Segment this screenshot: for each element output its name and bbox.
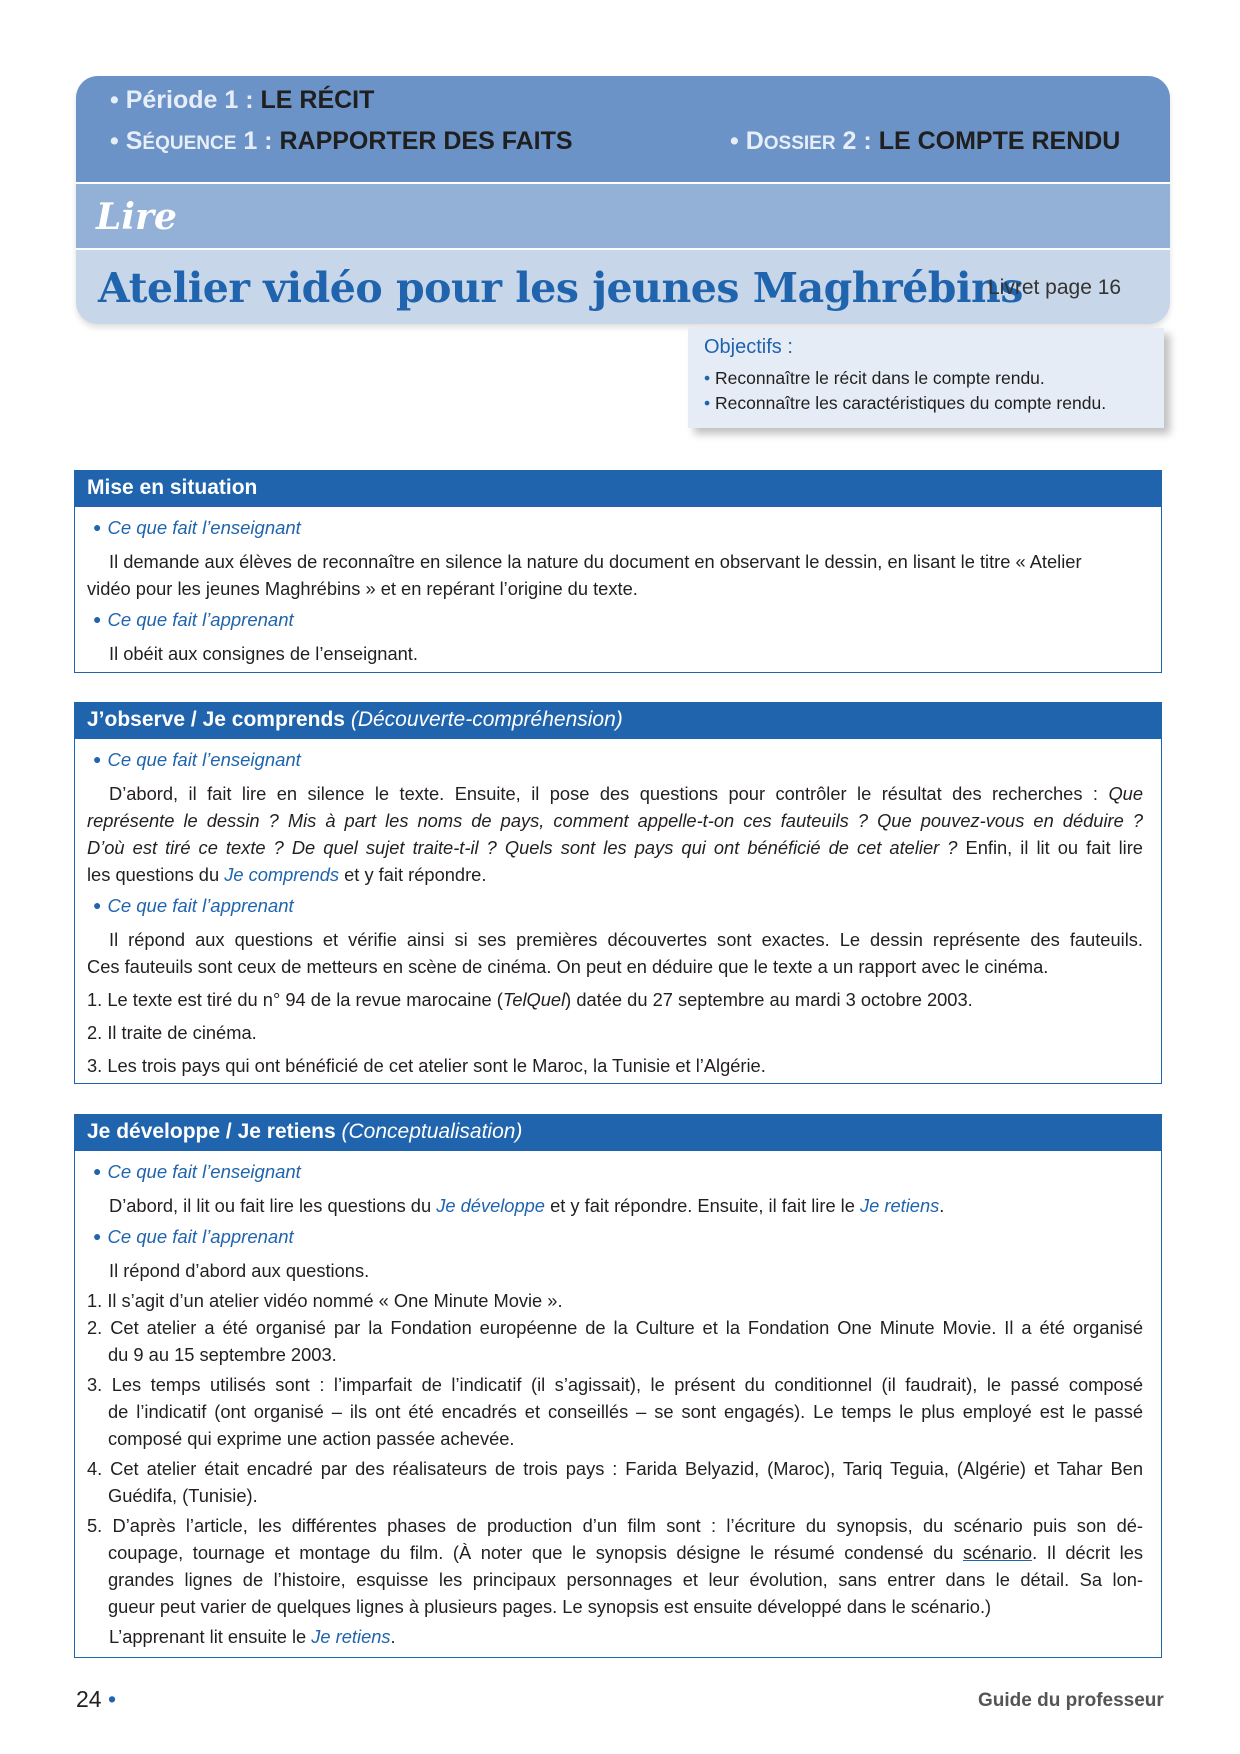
answer-item: Guédifa, (Tunisie). xyxy=(108,1485,258,1506)
paragraph-line: représente le dessin ? Mis à part les noms de pays, comment appelle-t-on ces fauteuils ? Que pouvez-vous en déduire ? xyxy=(87,810,1143,831)
sequence-number: 1 : xyxy=(243,127,273,155)
section-mise-en-situation xyxy=(74,470,1162,673)
paragraph-line: vidéo pour les jeunes Maghrébins » et en repérant l’origine du texte. xyxy=(87,578,638,599)
paragraph-line: D’abord, il fait lire en silence le texte. Ensuite, il pose des questions pour contrôler le résultat des recherches : Que xyxy=(109,783,1143,804)
answer-item: gueur peut varier de quelques lignes à plusieurs pages. Le synopsis est ensuite développé dans le scénario.) xyxy=(108,1596,992,1617)
je-retiens-link[interactable]: Je retiens xyxy=(860,1195,940,1216)
page-title: Atelier vidéo pour les jeunes Maghrébins xyxy=(98,264,1023,312)
answer-item: du 9 au 15 septembre 2003. xyxy=(108,1344,337,1365)
subheading-apprenant: ● Ce que fait l’apprenant xyxy=(93,895,294,916)
subheading-enseignant: ● Ce que fait l’enseignant xyxy=(93,517,301,538)
footer-guide-label: Guide du professeur xyxy=(978,1690,1164,1711)
subheading-enseignant: ● Ce que fait l’enseignant xyxy=(93,749,301,770)
sequence-label-initial: S xyxy=(125,127,143,155)
objectifs-box xyxy=(688,328,1164,428)
paragraph-line: les questions du Je comprends et y fait répondre. xyxy=(87,864,487,885)
bullet: • xyxy=(730,127,739,155)
periode-label: Période 1 : xyxy=(125,86,254,114)
objectifs-title: Objectifs : xyxy=(704,336,793,358)
bullet: ● xyxy=(93,611,102,627)
paragraph-line: Il obéit aux consignes de l’enseignant. xyxy=(109,643,418,664)
paragraph-line: Il demande aux élèves de reconnaître en silence la nature du document en observant le dessin, en lisant le titre « Atelier xyxy=(109,551,1082,572)
paragraph-line: L’apprenant lit ensuite le Je retiens. xyxy=(109,1626,396,1647)
dossier-label-initial: D xyxy=(745,127,764,155)
periode-value: LE RÉCIT xyxy=(260,86,375,114)
bullet: • xyxy=(110,86,119,114)
answer-item: 4. Cet atelier était encadré par des réalisateurs de trois pays : Farida Belyazid, (Maroc), Tariq Teguia, (Algérie) et Tahar Ben xyxy=(87,1458,1143,1479)
periode-line xyxy=(110,86,374,115)
answer-item: 3. Les temps utilisés sont : l’imparfait de l’indicatif (il s’agissait), le présent du conditionnel (il faudrait), le passé composé xyxy=(87,1374,1143,1395)
objectif-item: • Reconnaître les caractéristiques du compte rendu. xyxy=(704,393,1107,413)
subheading-apprenant: ● Ce que fait l’apprenant xyxy=(93,609,294,630)
section-developpe-retiens xyxy=(74,1114,1162,1658)
objectif-item: • Reconnaître le récit dans le compte rendu. xyxy=(704,368,1045,388)
section-label: Lire xyxy=(96,196,177,238)
je-retiens-link[interactable]: Je retiens xyxy=(311,1626,391,1647)
dossier-label-rest: OSSIER xyxy=(763,133,836,154)
bullet: • xyxy=(110,127,119,155)
section-header: Je développe / Je retiens (Conceptualisation) xyxy=(75,1115,1161,1151)
sequence-label-rest: ÉQUENCE xyxy=(142,133,237,154)
answer-item: de l’indicatif (ont organisé – ils ont été encadrés et conseillés – se sont engagés). Le temps le plus employé est le passé xyxy=(108,1401,1143,1422)
page-number: 24 • xyxy=(76,1686,117,1712)
bullet: • xyxy=(704,368,711,388)
answer-item: 1. Il s’agit d’un atelier vidéo nommé « One Minute Movie ». xyxy=(87,1290,563,1311)
bullet: ● xyxy=(93,751,102,767)
bullet: • xyxy=(704,393,711,413)
header-band-middle xyxy=(76,184,1170,248)
bullet: • xyxy=(107,1686,117,1712)
scenario-link[interactable]: scénario xyxy=(962,1542,1033,1563)
paragraph-line: D’abord, il lit ou fait lire les questions du Je développe et y fait répondre. Ensuite, il fait lire le Je retiens. xyxy=(109,1195,945,1216)
dossier-value: LE COMPTE RENDU xyxy=(878,127,1121,155)
answer-item: 2. Cet atelier a été organisé par la Fondation européenne de la Culture et la Fondation One Minute Movie. Il a été organisé xyxy=(87,1317,1143,1338)
bullet: ● xyxy=(93,519,102,535)
je-developpe-link[interactable]: Je développe xyxy=(436,1195,545,1216)
answer-item: grandes lignes de l’histoire, esquisse les principaux personnages et leur évolution, sans entrer dans le détail. Sa lon- xyxy=(108,1569,1143,1590)
paragraph-line: Il répond d’abord aux questions. xyxy=(109,1260,370,1281)
paragraph-line: D’où est tiré ce texte ? De quel sujet traite-t-il ? Quels sont les pays qui ont bénéficié de cet atelier ? Enfin, il lit ou fait lire xyxy=(87,837,1143,858)
bullet: ● xyxy=(93,1228,102,1244)
paragraph-line: Il répond aux questions et vérifie ainsi si ses premières découvertes sont exactes. Le dessin représente des fauteuils. xyxy=(109,929,1143,950)
sequence-line xyxy=(110,127,573,156)
paragraph-line: Ces fauteuils sont ceux de metteurs en scène de cinéma. On peut en déduire que le texte a un rapport avec le cinéma. xyxy=(87,956,1049,977)
answer-item: coupage, tournage et montage du film. (À noter que le synopsis désigne le résumé condensé du scénario. Il décrit les xyxy=(108,1542,1143,1563)
answer-item: 5. D’après l’article, les différentes phases de production d’un film sont : l’écriture du synopsis, du scénario puis son dé- xyxy=(87,1515,1143,1536)
sequence-value: RAPPORTER DES FAITS xyxy=(279,127,573,155)
answer-item: 1. Le texte est tiré du n° 94 de la revue marocaine (TelQuel) datée du 27 septembre au mardi 3 octobre 2003. xyxy=(87,989,973,1010)
answer-item: 2. Il traite de cinéma. xyxy=(87,1022,257,1043)
section-observe-comprends xyxy=(74,702,1162,1084)
subheading-enseignant: ● Ce que fait l’enseignant xyxy=(93,1161,301,1182)
answer-item: 3. Les trois pays qui ont bénéficié de cet atelier sont le Maroc, la Tunisie et l’Algérie. xyxy=(87,1055,766,1076)
dossier-line xyxy=(730,127,1120,156)
livret-reference: Livret page 16 xyxy=(988,276,1122,299)
page-header xyxy=(76,76,1170,324)
answer-item: composé qui exprime une action passée achevée. xyxy=(108,1428,515,1449)
dossier-number: 2 : xyxy=(842,127,872,155)
section-header: J’observe / Je comprends (Découverte-compréhension) xyxy=(75,703,1161,739)
bullet: ● xyxy=(93,1163,102,1179)
bullet: ● xyxy=(93,897,102,913)
subheading-apprenant: ● Ce que fait l’apprenant xyxy=(93,1226,294,1247)
je-comprends-link[interactable]: Je comprends xyxy=(224,864,340,885)
section-title: Mise en situation xyxy=(87,476,258,499)
section-header xyxy=(75,471,1161,507)
